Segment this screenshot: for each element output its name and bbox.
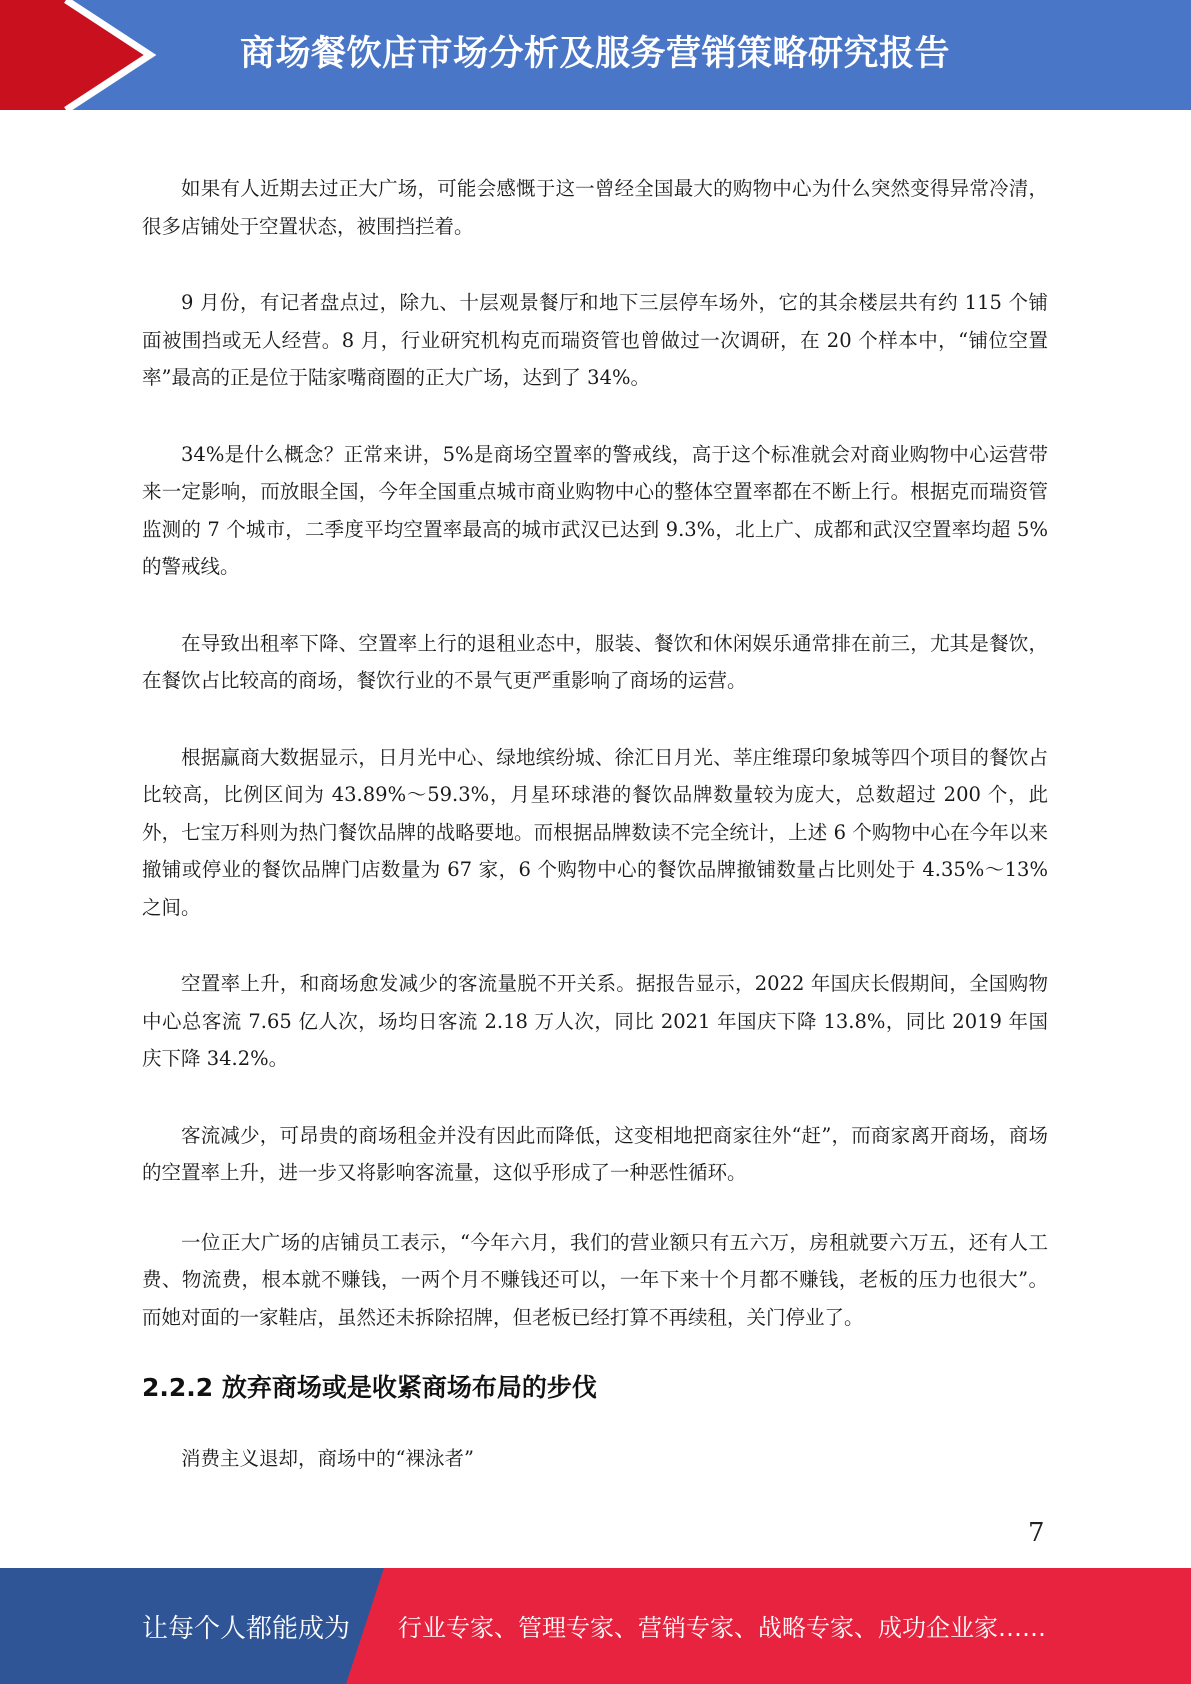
paragraph-1: 如果有人近期去过正大广场，可能会感慨于这一曾经全国最大的购物中心为什么突然变得异常冷清，很多店铺处于空置状态，被围挡拦着。	[142, 177, 1048, 238]
paragraph-5: 根据赢商大数据显示，日月光中心、绿地缤纷城、徐汇日月光、莘庄维璟印象城等四个项目的餐饮占比较高，比例区间为 43.89%～59.3%，月星环球港的餐饮品牌数量较为庞大，总数超过 200 个，此外，七宝万科则为热门餐饮品牌的战略要地。而根据品牌数读不完全统计，上述 6 个购物中心在今年以来撤铺或停业的餐饮品牌门店数量为 67 家，6 个购物中心的餐饮品牌撤铺数量占比则处于 4.35%～13%之间。	[142, 745, 1048, 919]
page-header	[0, 0, 1191, 110]
paragraph-7: 客流减少，可昂贵的商场租金并没有因此而降低，这变相地把商家往外“赶”，而商家离开商场，商场的空置率上升，进一步又将影响客流量，这似乎形成了一种恶性循环。	[142, 1123, 1048, 1184]
footer-slogan-left: 让每个人都能成为	[142, 1614, 351, 1644]
footer-slogan-right: 行业专家、管理专家、营销专家、战略专家、成功企业家……	[398, 1614, 1046, 1642]
paragraph-8: 一位正大广场的店铺员工表示，“今年六月，我们的营业额只有五六万，房租就要六万五，还有人工费、物流费，根本就不赚钱，一两个月不赚钱还可以，一年下来十个月都不赚钱，老板的压力也很大”。而她对面的一家鞋店，虽然还未拆除招牌，但老板已经打算不再续租，关门停业了。	[142, 1230, 1048, 1329]
document-body	[142, 170, 1048, 1517]
paragraph-4: 在导致出租率下降、空置率上行的退租业态中，服装、餐饮和休闲娱乐通常排在前三，尤其是餐饮，在餐饮占比较高的商场，餐饮行业的不景气更严重影响了商场的运营。	[142, 631, 1048, 692]
page-number: 7	[1028, 1518, 1045, 1548]
paragraph-6: 空置率上升，和商场愈发减少的客流量脱不开关系。据报告显示，2022 年国庆长假期间，全国购物中心总客流 7.65 亿人次，场均日客流 2.18 万人次，同比 2021 年国庆下降 13.8%，同比 2019 年国庆下降 34.2%。	[142, 972, 1048, 1070]
section-first-line: 消费主义退却，商场中的“裸泳者”	[181, 1447, 474, 1470]
section-heading: 2.2.2 放弃商场或是收紧商场布局的步伐	[142, 1373, 597, 1402]
page-footer	[0, 1568, 1191, 1684]
report-title: 商场餐饮店市场分析及服务营销策略研究报告	[240, 34, 951, 74]
paragraph-3: 34%是什么概念？正常来讲，5%是商场空置率的警戒线，高于这个标准就会对商业购物中心运营带来一定影响，而放眼全国，今年全国重点城市商业购物中心的整体空置率都在不断上行。根据克而瑞资管监测的 7 个城市，二季度平均空置率最高的城市武汉已达到 9.3%，北上广、成都和武汉空置率均超 5%的警戒线。	[142, 442, 1048, 578]
paragraph-2: 9 月份，有记者盘点过，除九、十层观景餐厅和地下三层停车场外，它的其余楼层共有约 115 个铺面被围挡或无人经营。8 月，行业研究机构克而瑞资管也曾做过一次调研，在 20 个样本中，“铺位空置率”最高的正是位于陆家嘴商圈的正大广场，达到了 34%。	[142, 291, 1048, 389]
